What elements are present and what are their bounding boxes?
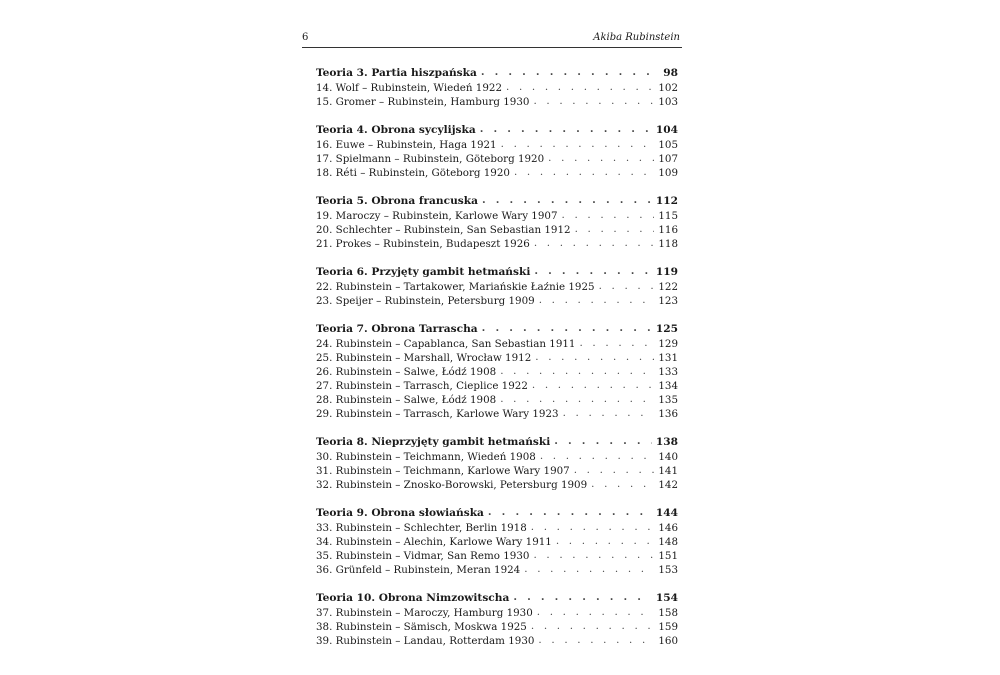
dot-leader bbox=[514, 165, 654, 179]
dot-leader bbox=[563, 406, 655, 420]
dot-leader bbox=[531, 619, 654, 633]
toc-section-heading bbox=[316, 194, 678, 208]
toc-entry bbox=[316, 606, 678, 620]
toc-entry bbox=[316, 95, 678, 109]
dot-leader bbox=[506, 80, 654, 94]
entry-title: 32. Rubinstein – Znosko-Borowski, Petersburg 1909 bbox=[316, 479, 588, 491]
toc-section-heading bbox=[316, 591, 678, 605]
section-page: 112 bbox=[655, 195, 678, 207]
section-page: 138 bbox=[655, 436, 678, 448]
toc-entry bbox=[316, 535, 678, 549]
dot-leader bbox=[482, 321, 652, 335]
dot-leader bbox=[574, 463, 655, 477]
entry-title: 31. Rubinstein – Teichmann, Karlowe Wary 1907 bbox=[316, 465, 570, 477]
entry-page: 153 bbox=[658, 564, 678, 576]
entry-page: 122 bbox=[658, 281, 678, 293]
toc-entry bbox=[316, 351, 678, 365]
dot-leader bbox=[591, 477, 654, 491]
toc-section-heading bbox=[316, 435, 678, 449]
toc-entry bbox=[316, 450, 678, 464]
section-title: Teoria 4. Obrona sycylijska bbox=[316, 124, 476, 136]
section-title: Teoria 5. Obrona francuska bbox=[316, 195, 478, 207]
entry-page: 109 bbox=[658, 167, 678, 179]
dot-leader bbox=[534, 264, 652, 278]
entry-title: 30. Rubinstein – Teichmann, Wiedeń 1908 bbox=[316, 451, 536, 463]
entry-title: 19. Maroczy – Rubinstein, Karlowe Wary 1907 bbox=[316, 210, 558, 222]
toc-section-heading bbox=[316, 506, 678, 520]
entry-title: 24. Rubinstein – Capablanca, San Sebastian 1911 bbox=[316, 338, 576, 350]
toc-section-heading bbox=[316, 322, 678, 336]
toc-entry bbox=[316, 209, 678, 223]
toc-entry bbox=[316, 237, 678, 251]
toc-entry bbox=[316, 138, 678, 152]
entry-title: 39. Rubinstein – Landau, Rotterdam 1930 bbox=[316, 635, 535, 647]
entry-page: 158 bbox=[658, 607, 678, 619]
entry-title: 35. Rubinstein – Vidmar, San Remo 1930 bbox=[316, 550, 530, 562]
toc-entry bbox=[316, 464, 678, 478]
entry-page: 105 bbox=[658, 139, 678, 151]
entry-page: 160 bbox=[658, 635, 678, 647]
dot-leader bbox=[579, 336, 654, 350]
entry-title: 18. Réti – Rubinstein, Göteborg 1920 bbox=[316, 167, 510, 179]
entry-title: 14. Wolf – Rubinstein, Wiedeń 1922 bbox=[316, 82, 503, 94]
dot-leader bbox=[533, 94, 654, 108]
dot-leader bbox=[500, 392, 654, 406]
entry-page: 134 bbox=[658, 380, 678, 392]
dot-leader bbox=[538, 633, 654, 647]
entry-title: 37. Rubinstein – Maroczy, Hamburg 1930 bbox=[316, 607, 533, 619]
toc-entry bbox=[316, 549, 678, 563]
table-of-contents bbox=[316, 66, 678, 662]
dot-leader bbox=[500, 364, 654, 378]
entry-title: 15. Gromer – Rubinstein, Hamburg 1930 bbox=[316, 96, 530, 108]
dot-leader bbox=[533, 548, 654, 562]
entry-page: 116 bbox=[658, 224, 678, 236]
entry-page: 159 bbox=[658, 621, 678, 633]
entry-page: 136 bbox=[658, 408, 678, 420]
running-title: Akiba Rubinstein bbox=[593, 32, 680, 43]
toc-section bbox=[316, 66, 678, 109]
toc-entry bbox=[316, 223, 678, 237]
section-page: 119 bbox=[655, 266, 678, 278]
dot-leader bbox=[535, 350, 654, 364]
entry-page: 133 bbox=[658, 366, 678, 378]
entry-title: 26. Rubinstein – Salwe, Łódź 1908 bbox=[316, 366, 497, 378]
section-page: 125 bbox=[655, 323, 678, 335]
dot-leader bbox=[562, 208, 655, 222]
entry-page: 118 bbox=[658, 238, 678, 250]
dot-leader bbox=[540, 449, 655, 463]
entry-page: 115 bbox=[658, 210, 678, 222]
section-page: 104 bbox=[655, 124, 678, 136]
dot-leader bbox=[556, 534, 654, 548]
section-page: 154 bbox=[655, 592, 678, 604]
section-title: Teoria 10. Obrona Nimzowitscha bbox=[316, 592, 510, 604]
entry-page: 129 bbox=[658, 338, 678, 350]
entry-page: 107 bbox=[658, 153, 678, 165]
entry-title: 16. Euwe – Rubinstein, Haga 1921 bbox=[316, 139, 497, 151]
entry-title: 22. Rubinstein – Tartakower, Mariańskie Łaźnie 1925 bbox=[316, 281, 595, 293]
page-number: 6 bbox=[302, 32, 309, 43]
page-header bbox=[302, 27, 682, 48]
dot-leader bbox=[480, 122, 652, 136]
section-title: Teoria 9. Obrona słowiańska bbox=[316, 507, 484, 519]
entry-title: 27. Rubinstein – Tarrasch, Cieplice 1922 bbox=[316, 380, 528, 392]
toc-entry bbox=[316, 478, 678, 492]
entry-title: 17. Spielmann – Rubinstein, Göteborg 1920 bbox=[316, 153, 545, 165]
entry-page: 142 bbox=[658, 479, 678, 491]
entry-title: 20. Schlechter – Rubinstein, San Sebastian 1912 bbox=[316, 224, 571, 236]
toc-entry bbox=[316, 620, 678, 634]
section-title: Teoria 3. Partia hiszpańska bbox=[316, 67, 477, 79]
toc-entry bbox=[316, 166, 678, 180]
entry-page: 123 bbox=[658, 295, 678, 307]
toc-section-heading bbox=[316, 265, 678, 279]
toc-entry bbox=[316, 393, 678, 407]
toc-entry bbox=[316, 81, 678, 95]
entry-title: 21. Prokes – Rubinstein, Budapeszt 1926 bbox=[316, 238, 530, 250]
entry-title: 25. Rubinstein – Marshall, Wrocław 1912 bbox=[316, 352, 532, 364]
toc-entry bbox=[316, 280, 678, 294]
toc-section-heading bbox=[316, 66, 678, 80]
toc-section bbox=[316, 506, 678, 577]
dot-leader bbox=[532, 378, 654, 392]
toc-section bbox=[316, 194, 678, 251]
entry-title: 38. Rubinstein – Sämisch, Moskwa 1925 bbox=[316, 621, 527, 633]
section-title: Teoria 7. Obrona Tarrascha bbox=[316, 323, 478, 335]
section-page: 144 bbox=[655, 507, 678, 519]
entry-page: 148 bbox=[658, 536, 678, 548]
dot-leader bbox=[531, 520, 655, 534]
dot-leader bbox=[537, 605, 655, 619]
dot-leader bbox=[488, 505, 652, 519]
toc-section bbox=[316, 322, 678, 421]
entry-page: 131 bbox=[658, 352, 678, 364]
toc-entry bbox=[316, 521, 678, 535]
toc-entry bbox=[316, 337, 678, 351]
entry-page: 146 bbox=[658, 522, 678, 534]
dot-leader bbox=[482, 193, 652, 207]
toc-entry bbox=[316, 152, 678, 166]
entry-page: 102 bbox=[658, 82, 678, 94]
section-title: Teoria 8. Nieprzyjęty gambit hetmański bbox=[316, 436, 551, 448]
toc-section bbox=[316, 435, 678, 492]
section-title: Teoria 6. Przyjęty gambit hetmański bbox=[316, 266, 531, 278]
toc-section bbox=[316, 591, 678, 648]
dot-leader bbox=[524, 562, 654, 576]
toc-entry bbox=[316, 379, 678, 393]
toc-entry bbox=[316, 407, 678, 421]
toc-section-heading bbox=[316, 123, 678, 137]
toc-entry bbox=[316, 365, 678, 379]
dot-leader bbox=[575, 222, 655, 236]
dot-leader bbox=[539, 293, 655, 307]
entry-title: 29. Rubinstein – Tarrasch, Karlowe Wary 1923 bbox=[316, 408, 559, 420]
dot-leader bbox=[534, 236, 655, 250]
entry-page: 135 bbox=[658, 394, 678, 406]
entry-title: 36. Grünfeld – Rubinstein, Meran 1924 bbox=[316, 564, 521, 576]
dot-leader bbox=[513, 590, 652, 604]
toc-section bbox=[316, 265, 678, 308]
entry-title: 33. Rubinstein – Schlechter, Berlin 1918 bbox=[316, 522, 527, 534]
entry-page: 103 bbox=[658, 96, 678, 108]
entry-page: 141 bbox=[658, 465, 678, 477]
dot-leader bbox=[554, 434, 652, 448]
dot-leader bbox=[481, 65, 656, 79]
entry-title: 34. Rubinstein – Alechin, Karlowe Wary 1911 bbox=[316, 536, 552, 548]
entry-title: 23. Speijer – Rubinstein, Petersburg 1909 bbox=[316, 295, 535, 307]
toc-entry bbox=[316, 563, 678, 577]
toc-entry bbox=[316, 634, 678, 648]
entry-page: 140 bbox=[658, 451, 678, 463]
toc-section bbox=[316, 123, 678, 180]
entry-page: 151 bbox=[658, 550, 678, 562]
section-page: 98 bbox=[663, 67, 678, 79]
dot-leader bbox=[501, 137, 655, 151]
dot-leader bbox=[548, 151, 654, 165]
book-page bbox=[302, 0, 682, 675]
toc-entry bbox=[316, 294, 678, 308]
dot-leader bbox=[599, 279, 655, 293]
entry-title: 28. Rubinstein – Salwe, Łódź 1908 bbox=[316, 394, 497, 406]
